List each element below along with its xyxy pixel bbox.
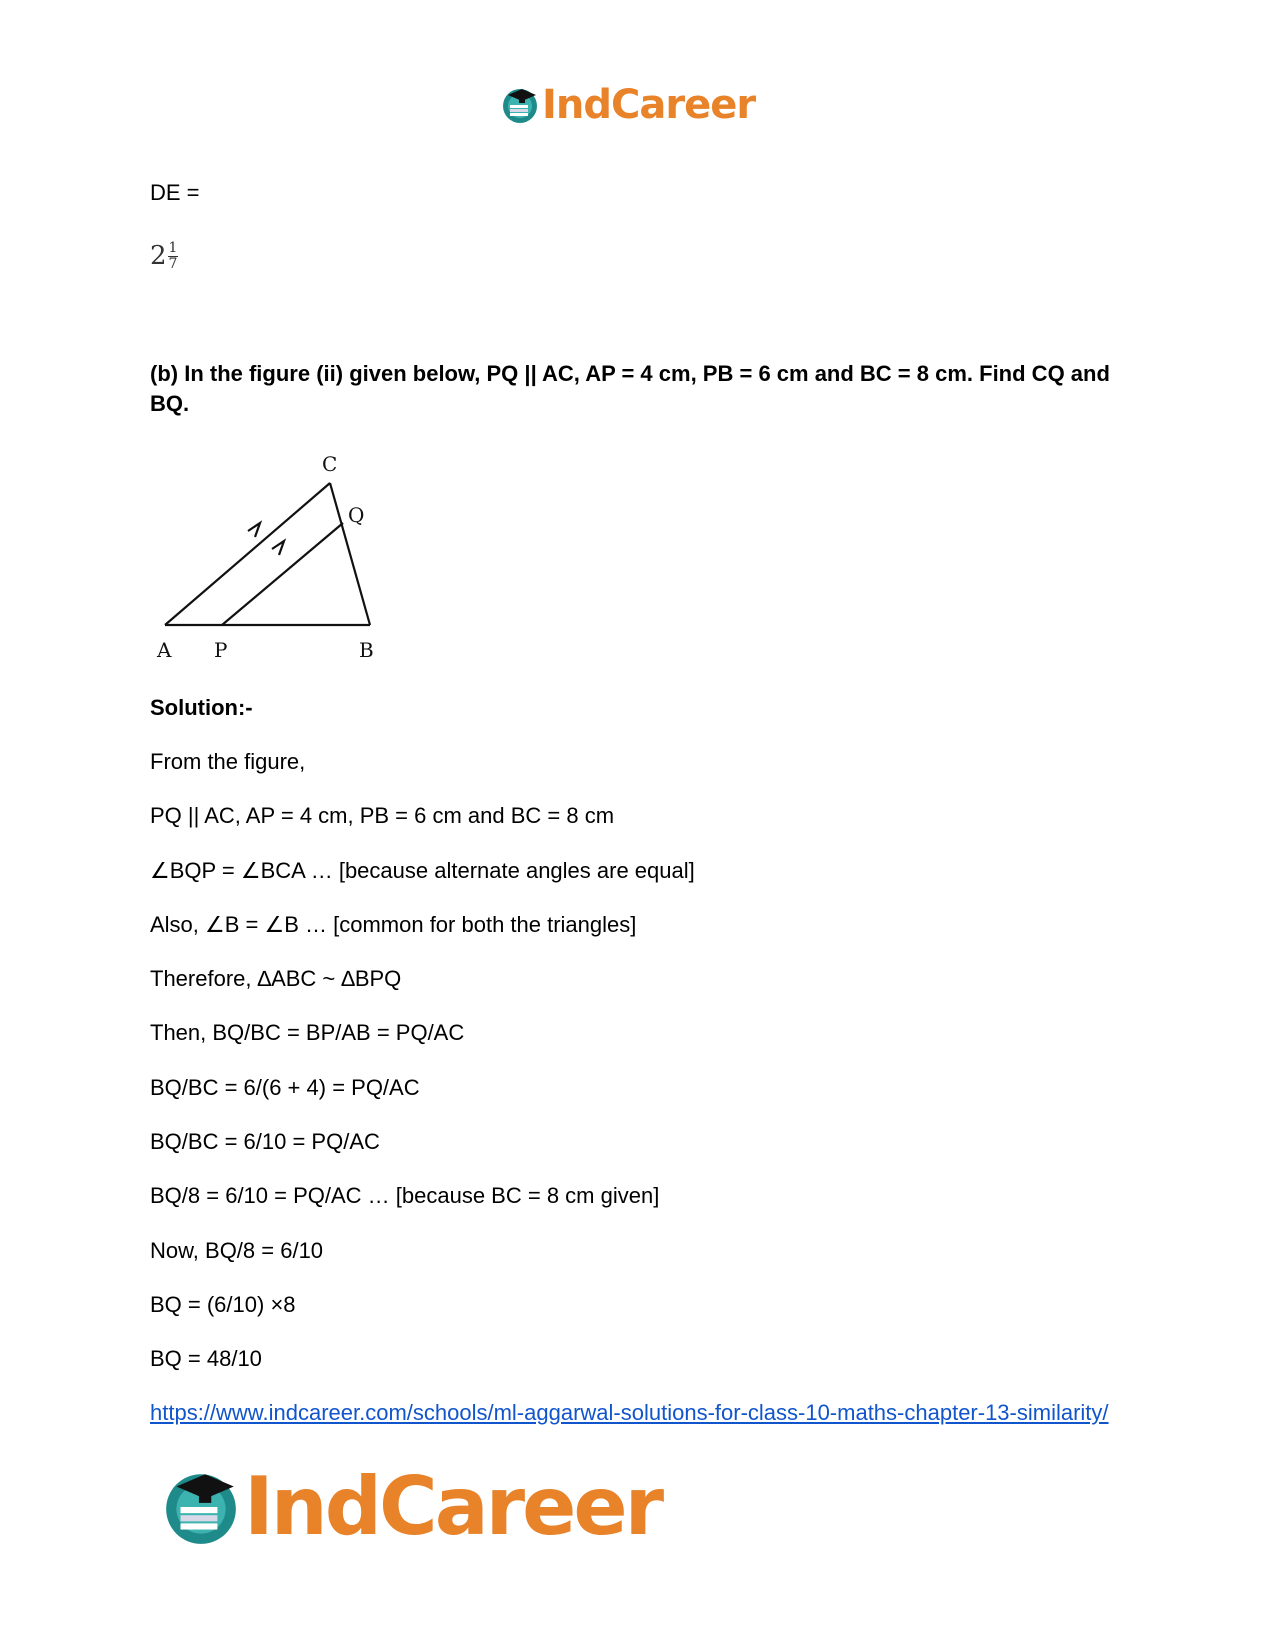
- vertex-label-b: B: [359, 638, 374, 662]
- fraction-whole: 2: [150, 241, 167, 271]
- source-link[interactable]: https://www.indcareer.com/schools/ml-aggarwal-solutions-for-class-10-maths-chapter-13-similarity/: [150, 1400, 1109, 1425]
- fraction-part: [168, 241, 179, 272]
- segment-pq: [222, 523, 343, 625]
- triangle-figure: [150, 445, 390, 670]
- logo-wordmark: IndCareer: [542, 82, 756, 128]
- solution-line: From the figure,: [150, 749, 306, 774]
- answer-label: DE =: [150, 180, 200, 205]
- question-text: (b) In the figure (ii) given below, PQ || AC, AP = 4 cm, PB = 6 cm and BC = 8 cm. Find CQ and BQ.: [150, 361, 1110, 416]
- fraction-denominator: 7: [168, 255, 178, 272]
- solution-line: Then, BQ/BC = BP/AB = PQ/AC: [150, 1020, 465, 1045]
- solution-line: Also, ∠B = ∠B … [common for both the triangles]: [150, 912, 637, 937]
- solution-line: BQ/BC = 6/10 = PQ/AC: [150, 1129, 380, 1154]
- globe-graduation-cap-icon: [500, 85, 540, 125]
- vertex-label-p: P: [214, 638, 228, 662]
- solution-line: BQ = (6/10) ×8: [150, 1292, 296, 1317]
- vertex-label-a: A: [157, 638, 172, 662]
- solution-line: ∠BQP = ∠BCA … [because alternate angles are equal]: [150, 858, 695, 883]
- solution-line: PQ || AC, AP = 4 cm, PB = 6 cm and BC = 8 cm: [150, 803, 615, 828]
- solution-line: BQ = 48/10: [150, 1346, 262, 1371]
- parallel-arrow-ac: [248, 523, 260, 537]
- fraction-numerator: 1: [168, 239, 178, 256]
- solution-heading: Solution:-: [150, 695, 253, 720]
- vertex-label-c: C: [322, 452, 338, 476]
- answer-fraction: [150, 236, 178, 276]
- solution-line: BQ/BC = 6/(6 + 4) = PQ/AC: [150, 1075, 420, 1100]
- vertex-label-q: Q: [348, 503, 365, 527]
- parallel-arrow-pq: [272, 541, 284, 555]
- solution-line: Now, BQ/8 = 6/10: [150, 1238, 324, 1263]
- logo-wordmark: IndCareer: [244, 1460, 662, 1553]
- globe-graduation-cap-icon: [160, 1466, 242, 1548]
- solution-line: Therefore, ∆ABC ~ ∆BPQ: [150, 966, 402, 991]
- header-logo: [500, 80, 780, 130]
- footer-logo: [160, 1462, 720, 1552]
- solution-line: BQ/8 = 6/10 = PQ/AC … [because BC = 8 cm given]: [150, 1183, 660, 1208]
